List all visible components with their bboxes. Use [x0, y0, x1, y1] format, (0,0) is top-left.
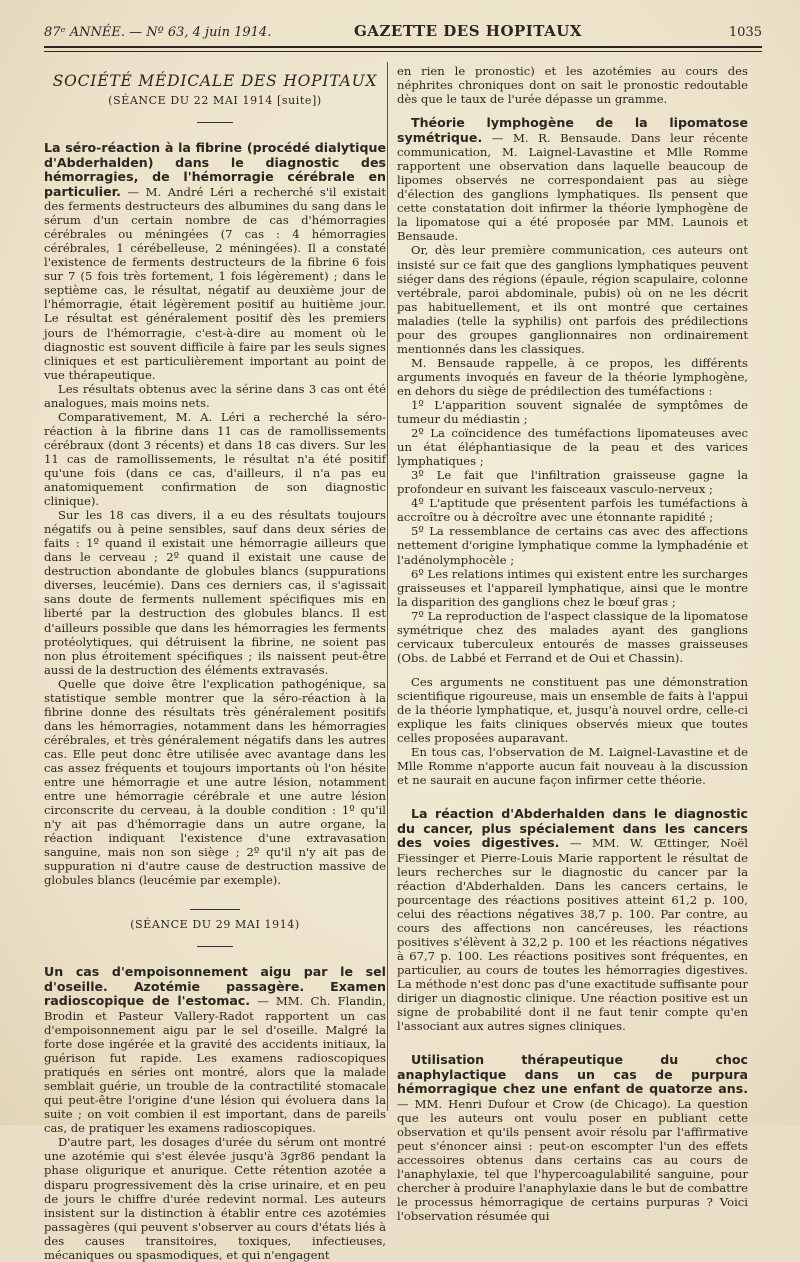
right-column [397, 64, 748, 1223]
page-header [44, 22, 762, 44]
article-paragraph: Sur les 18 cas divers, il a eu des résultats toujours négatifs ou à peine sensibles, sauf dans deux séries de faits : 1º quand il existait une hémorragie ailleurs que dans le cerveau ; 2º quand il existait une cause de destruction abondante de globules blancs (suppurations diverses, leucémie). Dans ces derniers cas, il s'agissait sans doute de ferments nullement spécifiques mis en liberté par la destruction des globules blancs. Il est d'ailleurs possible que dans les hémorragies les ferments protéolytiques, qui détruisent la fibrine, ne soient pas non plus étroitement spécifiques ; ils naissent peut-être aussi de la destruction des éléments extravasés. [44, 508, 386, 677]
session-heading: (SÉANCE DU 22 MAI 1914 [suite]) [108, 94, 322, 108]
article-title: Théorie lymphogène de la lipomatose symétrique. [397, 115, 748, 145]
article-paragraph: Un cas d'empoisonnement aigu par le sel d'oseille. Azotémie passagère. Examen radioscopique de l'estomac. — MM. Ch. Flandin, Brodin et Pasteur Vallery-Radot rapportent un cas d'empoisonnement aigu par le sel d'oseille. Malgré la forte dose ingérée et la gravité des accidents initiaux, la guérison fut rapide. Les examens radioscopiques pratiqués en séries ont montré, alors que la malade semblait guérie, un trouble de la contractilité stomacale qui peut-être l'origine d'une lésion qui évoluera dans la suite ; on voit combien il est important, dans de pareils cas, de pratiquer les examens radioscopiques. [44, 964, 387, 1136]
header-rule-thin [44, 51, 762, 52]
article-paragraph: Quelle que doive être l'explication pathogénique, sa statistique semble montrer que la séro-réaction à la fibrine donne des résultats très généralement positifs dans les hémorragies, notamment dans les hémorragies cérébrales, et très généralement négatifs dans les autres cas. Elle peut donc être utilisée avec avantage dans les cas assez fréquents et toujours importants où l'on hésite entre une hémorragie et une autre lésion, notamment entre une hémorragie cérébrale et une autre lésion circonscrite du cerveau, à la double condition : 1º qu'il n'y ait pas d'hémorragie dans un autre organe, la réaction indiquant l'existence d'une extravasation sanguine, mais non son siège ; 2º qu'il n'y ait pas de suppuration ni d'autre cause de destruction massive de globules blancs (leucémie par exemple). [44, 676, 386, 888]
journal-title: GAZETTE DES HOPITAUX [354, 22, 583, 40]
article-paragraph: M. Bensaude rappelle, à ce propos, les différents arguments invoqués en faveur de la théorie lymphogène, en dehors du siège de prédilection des tuméfactions : [397, 355, 748, 398]
society-title: SOCIÉTÉ MÉDICALE DES HOPITAUX [52, 72, 378, 90]
header-rule [44, 46, 762, 48]
article-title: Utilisation thérapeutique du choc anaphylactique dans un cas de purpura hémorragique chez une enfant de quatorze ans. [397, 1052, 748, 1097]
article-title: Un cas d'empoisonnement aigu par le sel d'oseille. Azotémie passagère. Examen radioscopique de l'estomac. [44, 964, 386, 1009]
list-item: 2º La coïncidence des tuméfactions lipomateuses avec un état éléphantiasique de la peau et des varices lymphatiques ; [397, 426, 748, 469]
article-paragraph: en rien le pronostic) et les azotémies au cours des néphrites chroniques dont on sait le pronostic redoutable dès que le taux de l'urée dépasse un gramme. [397, 64, 748, 107]
session-heading: (SÉANCE DU 29 MAI 1914) [130, 918, 300, 932]
article-paragraph: Théorie lymphogène de la lipomatose symétrique. — M. R. Bensaude. Dans leur récente communication, M. Laignel-Lavastine et Mlle Romme rapportent une observation dans laquelle beaucoup de lipomes observés ne correspondaient pas au siège d'élection des ganglions lymphatiques. Ils pensent que cette constatation doit infirmer la théorie lymphogène de la lipomatose qui a été proposée par MM. Launois et Bensaude. [397, 115, 748, 244]
list-item: 1º L'apparition souvent signalée de symptômes de tumeur du médiastin ; [397, 397, 748, 427]
issue-info: 87ᵉ ANNÉE. — Nº 63, 4 juin 1914. [44, 25, 272, 40]
article-paragraph: Ces arguments ne constituent pas une démonstration scientifique rigoureuse, mais un ensemble de faits à l'appui de la théorie lymphatique, et, jusqu'à nouvel ordre, celle-ci explique les faits cliniques observés mieux que toutes celles proposées auparavant. [397, 674, 748, 746]
article-paragraph: Les résultats obtenus avec la sérine dans 3 cas ont été analogues, mais moins nets. [44, 381, 386, 410]
list-item: 5º La ressemblance de certains cas avec des affections nettement d'origine lymphatique comme la lymphadénie et l'adénolymphocèle ; [397, 524, 748, 567]
section-rule [190, 909, 240, 910]
article-paragraph: D'autre part, les dosages d'urée du sérum ont montré une azotémie qui s'est élevée jusqu'à 3gr86 pendant la phase oligurique et anurique. Cette rétention azotée a disparu progressivement dès la crise urinaire, et en peu de jours le chiffre d'urée redevint normal. Les auteurs insistent sur la distinction à établir entre ces azotémies passagères (qui peuvent s'observer au cours d'états liés à des causes transitoires, toxiques, infectieuses, mécaniques ou spasmodiques, et qui n'engagent [44, 1135, 386, 1262]
article-title: La réaction d'Abderhalden dans le diagnostic du cancer, plus spécialement dans les cancers des voies digestives. [397, 806, 748, 851]
list-item: 6º Les relations intimes qui existent entre les surcharges graisseuses et l'appareil lymphatique, ainsi que le montre la disparition des ganglions chez le bœuf gras ; [397, 566, 748, 609]
list-item: 7º La reproduction de l'aspect classique de la lipomatose symétrique chez des malades ayant des ganglions cervicaux tuberculeux entourés de masses graisseuses (Obs. de Labbé et Ferrand et de Oui et Chassin). [397, 608, 748, 665]
article-title: La séro-réaction à la fibrine (procédé dialytique d'Abderhalden) dans le diagnostic des hémorragies, de l'hémorragie cérébrale en particulier. [44, 140, 386, 199]
article-paragraph: La séro-réaction à la fibrine (procédé dialytique d'Abderhalden) dans le diagnostic des hémorragies, de l'hémorragie cérébrale en particulier. — M. André Léri a recherché s'il existait des ferments destructeurs des albumines du sang dans le sérum d'un certain nombre de cas d'hémorragies cérébrales ou méningées (7 cas : 4 hémorragies cérébrales, 1 cérébelleuse, 2 méningées). Il a constaté l'existence de ferments destructeurs de la fibrine 6 fois sur 7 (5 fois très fortement, 1 fois légèrement) ; dans le septième cas, le résultat, négatif au deuxième jour de l'hémorragie, était légèrement positif au huitième jour. Le résultat est généralement positif dès les premiers jours de l'hémorragie, c'est-à-dire au moment où le diagnostic est souvent difficile à faire par les seuls signes cliniques et est particulièrement important au point de vue thérapeutique. [44, 140, 386, 382]
article-paragraph: En tous cas, l'observation de M. Laignel-Lavastine et de Mlle Romme n'apporte aucun fait nouveau à la discussion et ne saurait en aucune façon infirmer cette théorie. [397, 745, 748, 788]
left-column [44, 64, 386, 1262]
section-rule [197, 122, 233, 123]
section-rule [197, 946, 233, 947]
article-paragraph: Or, dès leur première communication, ces auteurs ont insisté sur ce fait que des ganglions lymphatiques peuvent siéger dans des régions (épaule, région scapulaire, colonne vertébrale, paroi abdominale, pubis) où on ne les décrit pas habituellement, et ils ont montré que certaines maladies (telle la syphilis) ont parfois des prédilections pour des groupes ganglionnaires non ordinairement mentionnés dans les classiques. [397, 243, 748, 356]
article-paragraph: La réaction d'Abderhalden dans le diagnostic du cancer, plus spécialement dans les cancers des voies digestives. — MM. W. Œttinger, Noël Fiessinger et Pierre-Louis Marie rapportent le résultat de leurs recherches sur le diagnostic du cancer par la réaction d'Abderhalden. Dans les cancers certains, le pourcentage des réactions positives atteint 61,2 p. 100, celui des réactions négatives 38,7 p. 100. Par contre, au cours des affections non cancéreuses, les réactions positives s'élèvent à 32,2 p. 100 et les réactions négatives à 67,7 p. 100. Les réactions positives sont fréquentes, en particulier, au cours de toutes les hémorragies digestives. La méthode n'est donc pas d'une exactitude suffisante pour diriger un diagnostic clinique. Une réaction positive est un signe de probabilité dont il ne faut tenir compte qu'en l'associant aux autres signes cliniques. [397, 806, 748, 1034]
column-divider [387, 62, 388, 1111]
article-paragraph: Utilisation thérapeutique du choc anaphylactique dans un cas de purpura hémorragique chez une enfant de quatorze ans. — MM. Henri Dufour et Crow (de Chicago). La question que les auteurs ont voulu poser en publiant cette observation et qu'ils pensent avoir résolu par l'affirmative peut s'énoncer ainsi : peut-on escompter l'un des effets accessoires obtenus dans certains cas au cours de l'anaphylaxie, tel que l'hypercoagulabilité sanguine, pour chercher à produire l'anaphylaxie dans le but de combattre le processus hémorragique de certains purpuras ? Voici l'observation résumée qui [397, 1052, 748, 1224]
list-item: 3º Le fait que l'infiltration graisseuse gagne la profondeur en suivant les faisceaux vasculo-nerveux ; [397, 468, 748, 497]
page-number: 1035 [728, 25, 762, 40]
article-paragraph: Comparativement, M. A. Léri a recherché la séro-réaction à la fibrine dans 11 cas de ramollissements cérébraux (dont 3 récents) et dans 18 cas divers. Sur les 11 cas de ramollissements, le résultat n'a été positif qu'une fois (dans ce cas, d'ailleurs, il n'a pas eu anatomiquement confirmation de son diagnostic clinique). [44, 409, 386, 509]
list-item: 4º L'aptitude que présentent parfois les tuméfactions à accroître ou à décroître avec une étonnante rapidité ; [397, 496, 748, 525]
